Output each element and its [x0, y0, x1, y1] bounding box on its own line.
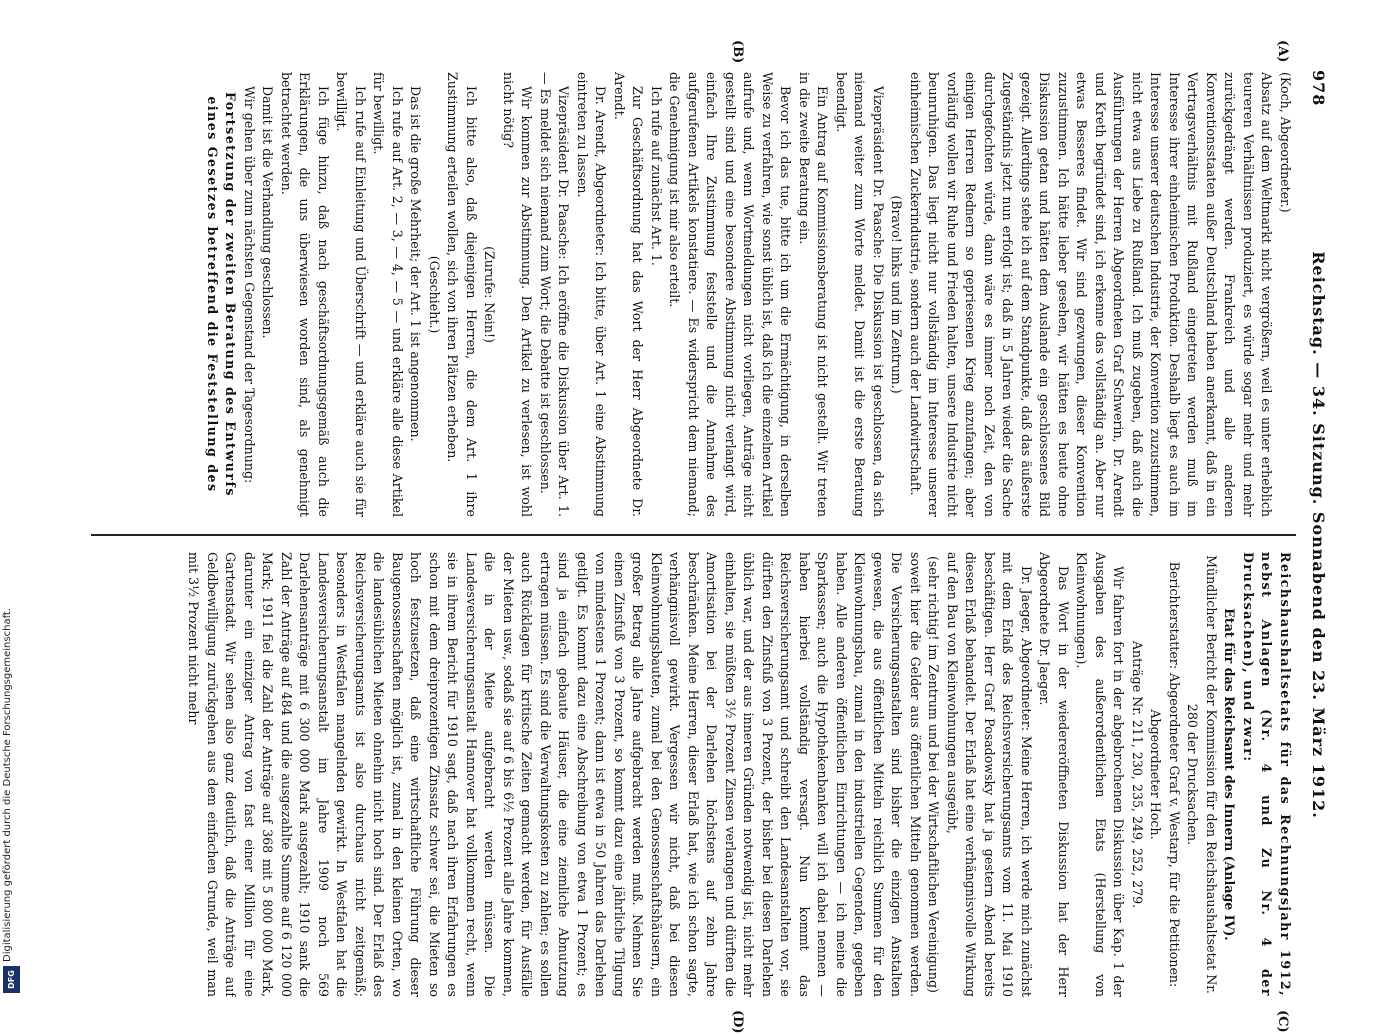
paragraph: Wir gehen über zum nächsten Gegenstand der Tagesordnung: [242, 86, 257, 484]
paragraph: Ich bitte also, daß diejenigen Herren, die dem Art. 1 ihre Zustimmung erteilen wollen, sich von ihren Plätzen erheben. [445, 72, 479, 517]
paragraph: Berichterstatter: Abgeordneter Graf v. Westarp, für die Petitionen: Abgeordneter Hoch. [1148, 561, 1182, 988]
paragraph: Anträge Nr. 211, 230, 235, 249, 252, 279. [1130, 640, 1145, 909]
column-divider [91, 534, 1296, 536]
agenda-item-heading: Fortsetzung der zweiten Beratung des Entwurfs eines Gesetzes betreffend die Feststellung des [205, 92, 239, 497]
dfg-logo [3, 966, 20, 993]
left-column [94, 72, 1294, 517]
speaker-continuation: (Koch, Abgeordneter.) [1278, 72, 1293, 213]
paragraph: Bevor ich das tue, bitte ich um die Ermächtigung, in derselben Weise zu verfahren, wie sonst üblich ist, daß ich die einzelnen Artikel aufrufe und, wenn Wortmeldungen nicht vorliegen, Anträge nicht gestellt sind und eine besondere Abstimmung nicht verlangt wird, einfach Ihre Zustimmung feststelle und die Annahme des aufgerufenen Artikels konstatiere. — Es widerspricht dem niemand; die Genehmigung ist mir also erteilt. [667, 72, 794, 517]
paragraph: Absatz auf dem Weltmarkt nicht vergrößern, weil es unter erheblich teureren Verhältnissen produziert, es würde sogar mehr und mehr zurückgedrängt werden. Frankreich und alle anderen Konventionsstaaten außer Deutschland haben anerkannt, daß in ein Vertragsverhältnis mit Rußland eingetreten werden muß im Interesse ihrer einheimischen Produktion. Deshalb liegt es auch im Interesse unserer deutschen Industrie, der Konvention zuzustimmen, nicht etwa aus Liebe zu Rußland. Ich muß zugeben, daß auch die Ausführungen der Herren Abgeordneten Graf Schwerin, Dr. Arendt und Kreth begründet sind, ich erkenne das vollständig an. Aber nur etwas Besseres findet. Wir sind gezwungen, dieser Konvention zuzustimmen. Ich hätte lieber gesehen, wir hätten es heute ohne Diskussion getan und hätten dem Auslande ein geschlossenes Bild gezeigt. Allerdings stehe ich auf dem Standpunkte, daß das äußerste Zugeständnis jetzt nun erfolgt ist; daß in 5 Jahren wieder die Sache durchgefochten würde, dann wäre es immer noch Zeit, den von einigen Herren Rednern so gepriesenen Krieg anzufangen; aber vorläufig wollen wir Ruhe und Frieden halten, unsere Industrie nicht beunruhigen. Das liegt nicht nur vollständig im Interesse unserer einheimischen Zuckerindustrie, sondern auch der Landwirtschaft. [908, 72, 1275, 517]
digitization-note: Digitalisierung gefördert durch die Deutsche Forschungsgemeinschaft. [2, 607, 13, 962]
dfg-logo-text: DFG [7, 970, 17, 989]
margin-mark-c: (C) [1275, 1010, 1290, 1033]
paragraph: Zur Geschäftsordnung hat das Wort der Herr Abgeordnete Dr. Arendt. [612, 72, 646, 517]
margin-mark-a: (A) [1275, 40, 1290, 63]
interjection: (sehr richtig! im Zentrum und bei der Wirtschaftlichen Vereinigung) [926, 556, 942, 993]
etat-heading: Etat für das Reichsamt des Innern (Anlage IV). [1222, 608, 1238, 941]
paragraph: Damit ist die Verhandlung geschlossen. [260, 86, 276, 339]
paragraph: Vizepräsident Dr. Paasche: Die Diskussion ist geschlossen, da sich niemand weiter zum Worte meldet. Damit ist die erste Beratung beendigt. [834, 72, 886, 517]
paragraph: Vizepräsident Dr. Paasche: Ich eröffne die Diskussion über Art. 1. — Es meldet sich niemand zum Wort; die Debatte ist geschlossen. [538, 72, 572, 517]
interjection: (Geschieht.) [427, 255, 442, 334]
page-header [1300, 70, 1330, 1000]
interjection: (Zurufe: Nein!) [482, 246, 498, 343]
paragraph: Ein Antrag auf Kommissionsberatung ist nicht gestellt. Wir treten in die zweite Beratung ein. [797, 72, 831, 517]
paragraph: Wir fahren fort in der abgebrochenen Diskussion über Kap. 1 der Ausgaben des außerordentlichen Etats (Herstellung von Kleinwohnungen). [1074, 552, 1127, 997]
interjection: (Bravo! links und im Zentrum.) [889, 195, 905, 394]
digitization-footer [0, 0, 24, 1000]
paragraph: Das ist die große Mehrheit; der Art. 1 ist angenommen. [408, 86, 424, 442]
paragraph: Ich rufe auf zunächst Art. 1. [649, 86, 664, 266]
paragraph: soweit hier die Gelder aus öffentlichen Mitteln genommen werden. Die Versicherungsanstalten sind bisher die einzigen Anstalten gewesen, die aus öffentlichen Mitteln reichlich Summen für den Kleinwohnungsbau, zumal in den industriellen Gegenden, gegeben haben. Alle anderen öffentlichen Einrichtungen — ich meine die Sparkassen; auch die Hypothekenbanken will ich dabei nennen — haben hierbei vollständig versagt. Nun kommt das Reichsversicherungsamt und schreibt den Landesanstalten vor, sie dürften den Zinsfuß von 3 Prozent, der bisher bei diesen Darlehen üblich war, und der aus inneren Gründen notwendig ist, nicht mehr einhalten, sie müßten 3½ Prozent Zinsen verlangen und dürften die Amortisation bei der Darlehen höchstens auf zehn Jahre beschränken. Meine Herren, dieser Erlaß hat, wie ich schon sagte, verhängnisvoll gewirkt. Vergessen wir nicht, daß bei diesen Kleinwohnungsbauten, zumal bei den Genossenschaftshäusern, ein großer Betrag alle Jahre aufgebracht werden muß. Nehmen Sie einen Zinsfuß von 3 Prozent, so kommt dazu eine jährliche Tilgung von mindestens 1 Prozent; dann ist etwa in 50 Jahren das Darlehen getilgt. Es kommt dazu eine Abschreibung von etwa 1 Prozent; es sind ja einfach gebaute Häuser, die eine ziemliche Abnutzung ertragen müssen. Es sind die Verwaltungskosten zu zahlen; es sollen auch Rücklagen für kritische Zeiten gemacht werden, für Ausfälle der Mieten usw., sodaß sie auf 6 bis 6½ Prozent alle Jahre kommen, die in der Miete aufgebracht werden müssen. Die Landesversicherungsanstalt Hannover hat vollkommen recht, wenn sie in ihrem Bericht für 1910 sagt, daß nach ihren Erfahrungen es schon mit dem dreiprozentigen Zinssatz schwer sei, die Mieten so hoch festzusetzen, daß eine wirtschaftliche Führung dieser Baugenossenschaften möglich ist, zumal in den kleinen Orten, wo die landesüblichen Mieten ohnehin nicht hoch sind. Der Erlaß des Reichsversicherungsamts ist also durchaus nicht zeitgemäß; besonders in Westfalen mangelnden gewirkt. In Westfalen hat die Landesversicherungsanstalt im Jahre 1909 noch 569 Darlehensanträge mit 6 300 000 Mark ausgezahlt; 1910 sank die Zahl der Anträge auf 484 und die ausgezahlte Summe auf 6 120 000 Mark; 1911 fiel die Zahl der Anträge auf 368 mit 5 800 000 Mark, darunter ein einziger Antrag von fast einer Million für eine Gartenstadt. Wir sehen also ganz deutlich, daß die Anträge auf Geldbewilligung zurückgehen aus dem einfachen Grunde, weil man mit 3½ Prozent nicht mehr [186, 552, 923, 997]
paragraph: Wir kommen zur Abstimmung. Den Artikel zu verlesen, ist wohl nicht nötig? [501, 72, 535, 517]
paragraph: Mündlicher Bericht der Kommission für den Reichshaushaltsetat Nr. 280 der Drucksachen. [1185, 555, 1219, 994]
paragraph: Dr. Jaeger, Abgeordneter: Meine Herren, ich werde mich zunächst mit dem Erlaß des Reichsversicherungsamts vom 11. Mai 1910 beschäftigen. Herr Graf Posadowsky hat ja gestern Abend bereits diesen Erlaß behandelt. Der Erlaß hat eine verhängnisvolle Wirkung auf den Bau von Kleinwohnungen ausgeübt, [945, 552, 1034, 997]
page-number: 978 [1309, 70, 1328, 107]
margin-mark-b: (B) [730, 40, 745, 64]
right-column [94, 552, 1294, 997]
paragraph: Ich rufe auf Einleitung und Überschrift — und erkläre auch sie für bewilligt. [334, 72, 368, 517]
paragraph: Ich rufe auf Art. 2, — 3, — 4, — 5 — und erkläre alle diese Artikel für bewilligt. [371, 72, 405, 517]
paragraph: Das Wort in der wiedereröffneten Diskussion hat der Herr Abgeordnete Dr. Jaeger. [1037, 552, 1071, 997]
rotated-page [80, 40, 1330, 1034]
margin-mark-d: (D) [730, 1010, 745, 1034]
paragraph: Ich füge hinzu, daß nach geschäftsordnungsgemäß auch die Erklärungen, die uns überwiesen worden sind, als genehmigt betrachtet werden. [279, 72, 331, 517]
paragraph: Dr. Arendt, Abgeordneter: Ich bitte, über Art. 1 eine Abstimmung eintreten zu lassen. [575, 72, 609, 517]
page-title: Reichstag. — 34. Sitzung. Sonnabend den 23. März 1912. [1309, 251, 1328, 819]
agenda-item-heading: Reichshaushaltsetats für das Rechnungsjahr 1912, nebst Anlagen (Nr. 4 und Zu Nr. 4 der Drucksachen), und zwar: [1241, 552, 1293, 997]
